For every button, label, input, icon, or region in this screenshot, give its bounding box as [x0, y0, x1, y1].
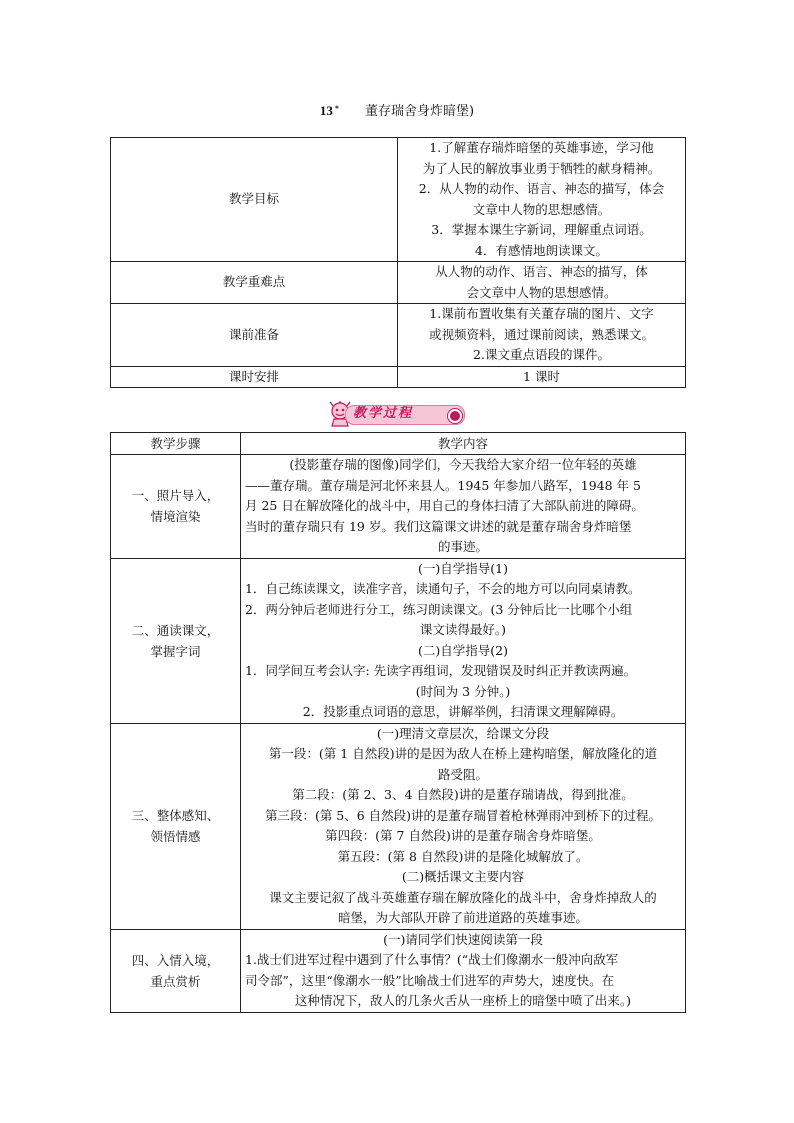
info-content — [398, 304, 686, 367]
content-line: (时间为 3 分钟。) — [415, 683, 511, 699]
content-line: 当时的董存瑞只有 19 岁。我们这篇课文讲述的就是董存瑞舍身炸暗堡 — [245, 518, 632, 534]
lesson-title — [0, 101, 794, 120]
process-content — [241, 723, 686, 929]
content-line: 1.课前布置收集有关董存瑞的图片、文字 — [429, 306, 654, 321]
content-line: 的事迹。 — [437, 539, 488, 554]
content-line: (投影董存瑞的图像)同学们，今天我给大家介绍一位年轻的英雄 — [289, 457, 637, 472]
content-line: 4．有感情地朗读课文。 — [475, 242, 608, 258]
process-step — [111, 558, 241, 723]
info-row — [111, 366, 686, 388]
header-content: 教学内容 — [241, 433, 686, 455]
content-line: 课文主要记叙了战斗英雄董存瑞在解放隆化的战斗中，舍身炸掉敌人的 — [269, 889, 657, 905]
content-line: 1．同学间互考会认字: 先读字再组词，发现错误及时纠正并教读两遍。 — [245, 663, 637, 678]
lesson-title-text: 董存瑞舍身炸暗堡) — [365, 104, 475, 119]
teaching-process-table — [110, 432, 686, 1013]
step-line: 三、整体感知、 — [131, 808, 220, 823]
content-line: 1 课时 — [523, 368, 560, 384]
step-line: 领悟情感 — [150, 829, 201, 844]
info-row — [111, 138, 686, 262]
process-content — [241, 455, 686, 559]
process-step — [111, 723, 241, 929]
content-line: 路受阻。 — [437, 766, 488, 782]
content-line: 第一段：(第 1 自然段)讲的是因为敌人在桥上建构暗堡，解放隆化的道 — [268, 746, 658, 761]
step-line: 掌握字词 — [150, 643, 201, 659]
content-line: (一)自学指导(1) — [418, 560, 508, 576]
content-line: ——董存瑞。董存瑞是河北怀来县人。1945 年参加八路军，1948 年 5 — [245, 477, 641, 493]
step-line: 重点赏析 — [150, 973, 201, 989]
content-line: 3．掌握本课生字新词，理解重点词语。 — [431, 222, 652, 237]
content-line: 文章中人物的思想感情。 — [472, 201, 611, 217]
process-row — [111, 929, 686, 1012]
content-line: 这种情况下，敌人的几条火舌从一座桥上的暗堡中喷了出来。) — [294, 993, 632, 1008]
step-line: 二、通读课文， — [131, 622, 220, 638]
content-line: 暗堡，为大部队开辟了前进道路的英雄事迹。 — [337, 910, 588, 925]
teaching-process-banner — [327, 401, 469, 427]
content-line: 从人物的动作、语言、神态的描写，体 — [435, 264, 648, 279]
table-header-row — [111, 433, 686, 455]
process-content — [241, 929, 686, 1012]
content-line: 会文章中人物的思想感情。 — [466, 284, 617, 300]
content-line: 第三段：(第 5、6 自然段)讲的是董存瑞冒着枪林弹雨冲到桥下的过程。 — [264, 807, 662, 823]
content-line: 2．投影重点词语的意思，讲解举例，扫清课文理解障碍。 — [302, 704, 624, 719]
lesson-number: 13 * — [319, 103, 339, 118]
content-line: 司令部”，这里“像潮水一般”比喻战士们进军的声势大，速度快。在 — [245, 972, 615, 988]
info-content — [398, 138, 686, 262]
banner-text: 教学过程 — [353, 406, 414, 421]
content-line: 1.战士们进军过程中遇到了什么事情？(“战士们像潮水一般冲向敌军 — [245, 952, 619, 967]
step-line: 一、照片导入， — [131, 488, 220, 504]
step-line: 情境渲染 — [150, 509, 201, 525]
content-line: (一)请同学们快速阅读第一段 — [383, 931, 543, 947]
content-line: 第五段：(第 8 自然段)讲的是隆化城解放了。 — [337, 848, 589, 864]
content-line: 1．自己练读课文，读准字音，读通句子，不会的地方可以向同桌请教。 — [245, 581, 641, 596]
content-line: 2．两分钟后老师进行分工，练习朗读课文。(3 分钟后比一比哪个小组 — [245, 601, 633, 617]
content-line: 第二段：(第 2、3、4 自然段)讲的是董存瑞请战，得到批准。 — [292, 787, 634, 802]
content-line: 2．从人物的动作、语言、神态的描写，体会 — [418, 181, 665, 196]
process-step — [111, 929, 241, 1012]
info-label: 课前准备 — [111, 304, 398, 367]
header-step: 教学步骤 — [111, 433, 241, 455]
content-line: 课文读得最好。) — [419, 622, 507, 637]
info-label: 课时安排 — [111, 366, 398, 388]
content-line: (一)理清文章层次，给课文分段 — [376, 725, 550, 741]
info-content — [398, 262, 686, 304]
content-line: 第四段：(第 7 自然段)讲的是董存瑞舍身炸暗堡。 — [325, 828, 601, 843]
lesson-info-table — [110, 137, 686, 388]
process-row — [111, 558, 686, 723]
banner-dot-icon — [448, 409, 462, 423]
info-label: 教学目标 — [111, 138, 398, 262]
content-line: 2.课文重点语段的课件。 — [473, 347, 610, 362]
content-line: 或视频资料，通过课前阅读，熟悉课文。 — [428, 326, 654, 342]
info-row — [111, 304, 686, 367]
info-content — [398, 366, 686, 388]
process-step — [111, 455, 241, 559]
step-line: 四、入情入境， — [131, 952, 220, 968]
content-line: 1.了解董存瑞炸暗堡的英雄事迹，学习他 — [429, 140, 654, 155]
process-row — [111, 723, 686, 929]
process-row — [111, 455, 686, 559]
info-row — [111, 262, 686, 304]
process-content — [241, 558, 686, 723]
content-line: 月 25 日在解放隆化的战斗中，用自己的身体扫清了大部队前进的障碍。 — [245, 498, 644, 513]
info-label: 教学重难点 — [111, 262, 398, 304]
content-line: (二)概括课文主要内容 — [401, 869, 525, 884]
content-line: (二)自学指导(2) — [418, 642, 508, 658]
content-line: 为了人民的解放事业勇于牺牲的献身精神。 — [422, 160, 661, 176]
